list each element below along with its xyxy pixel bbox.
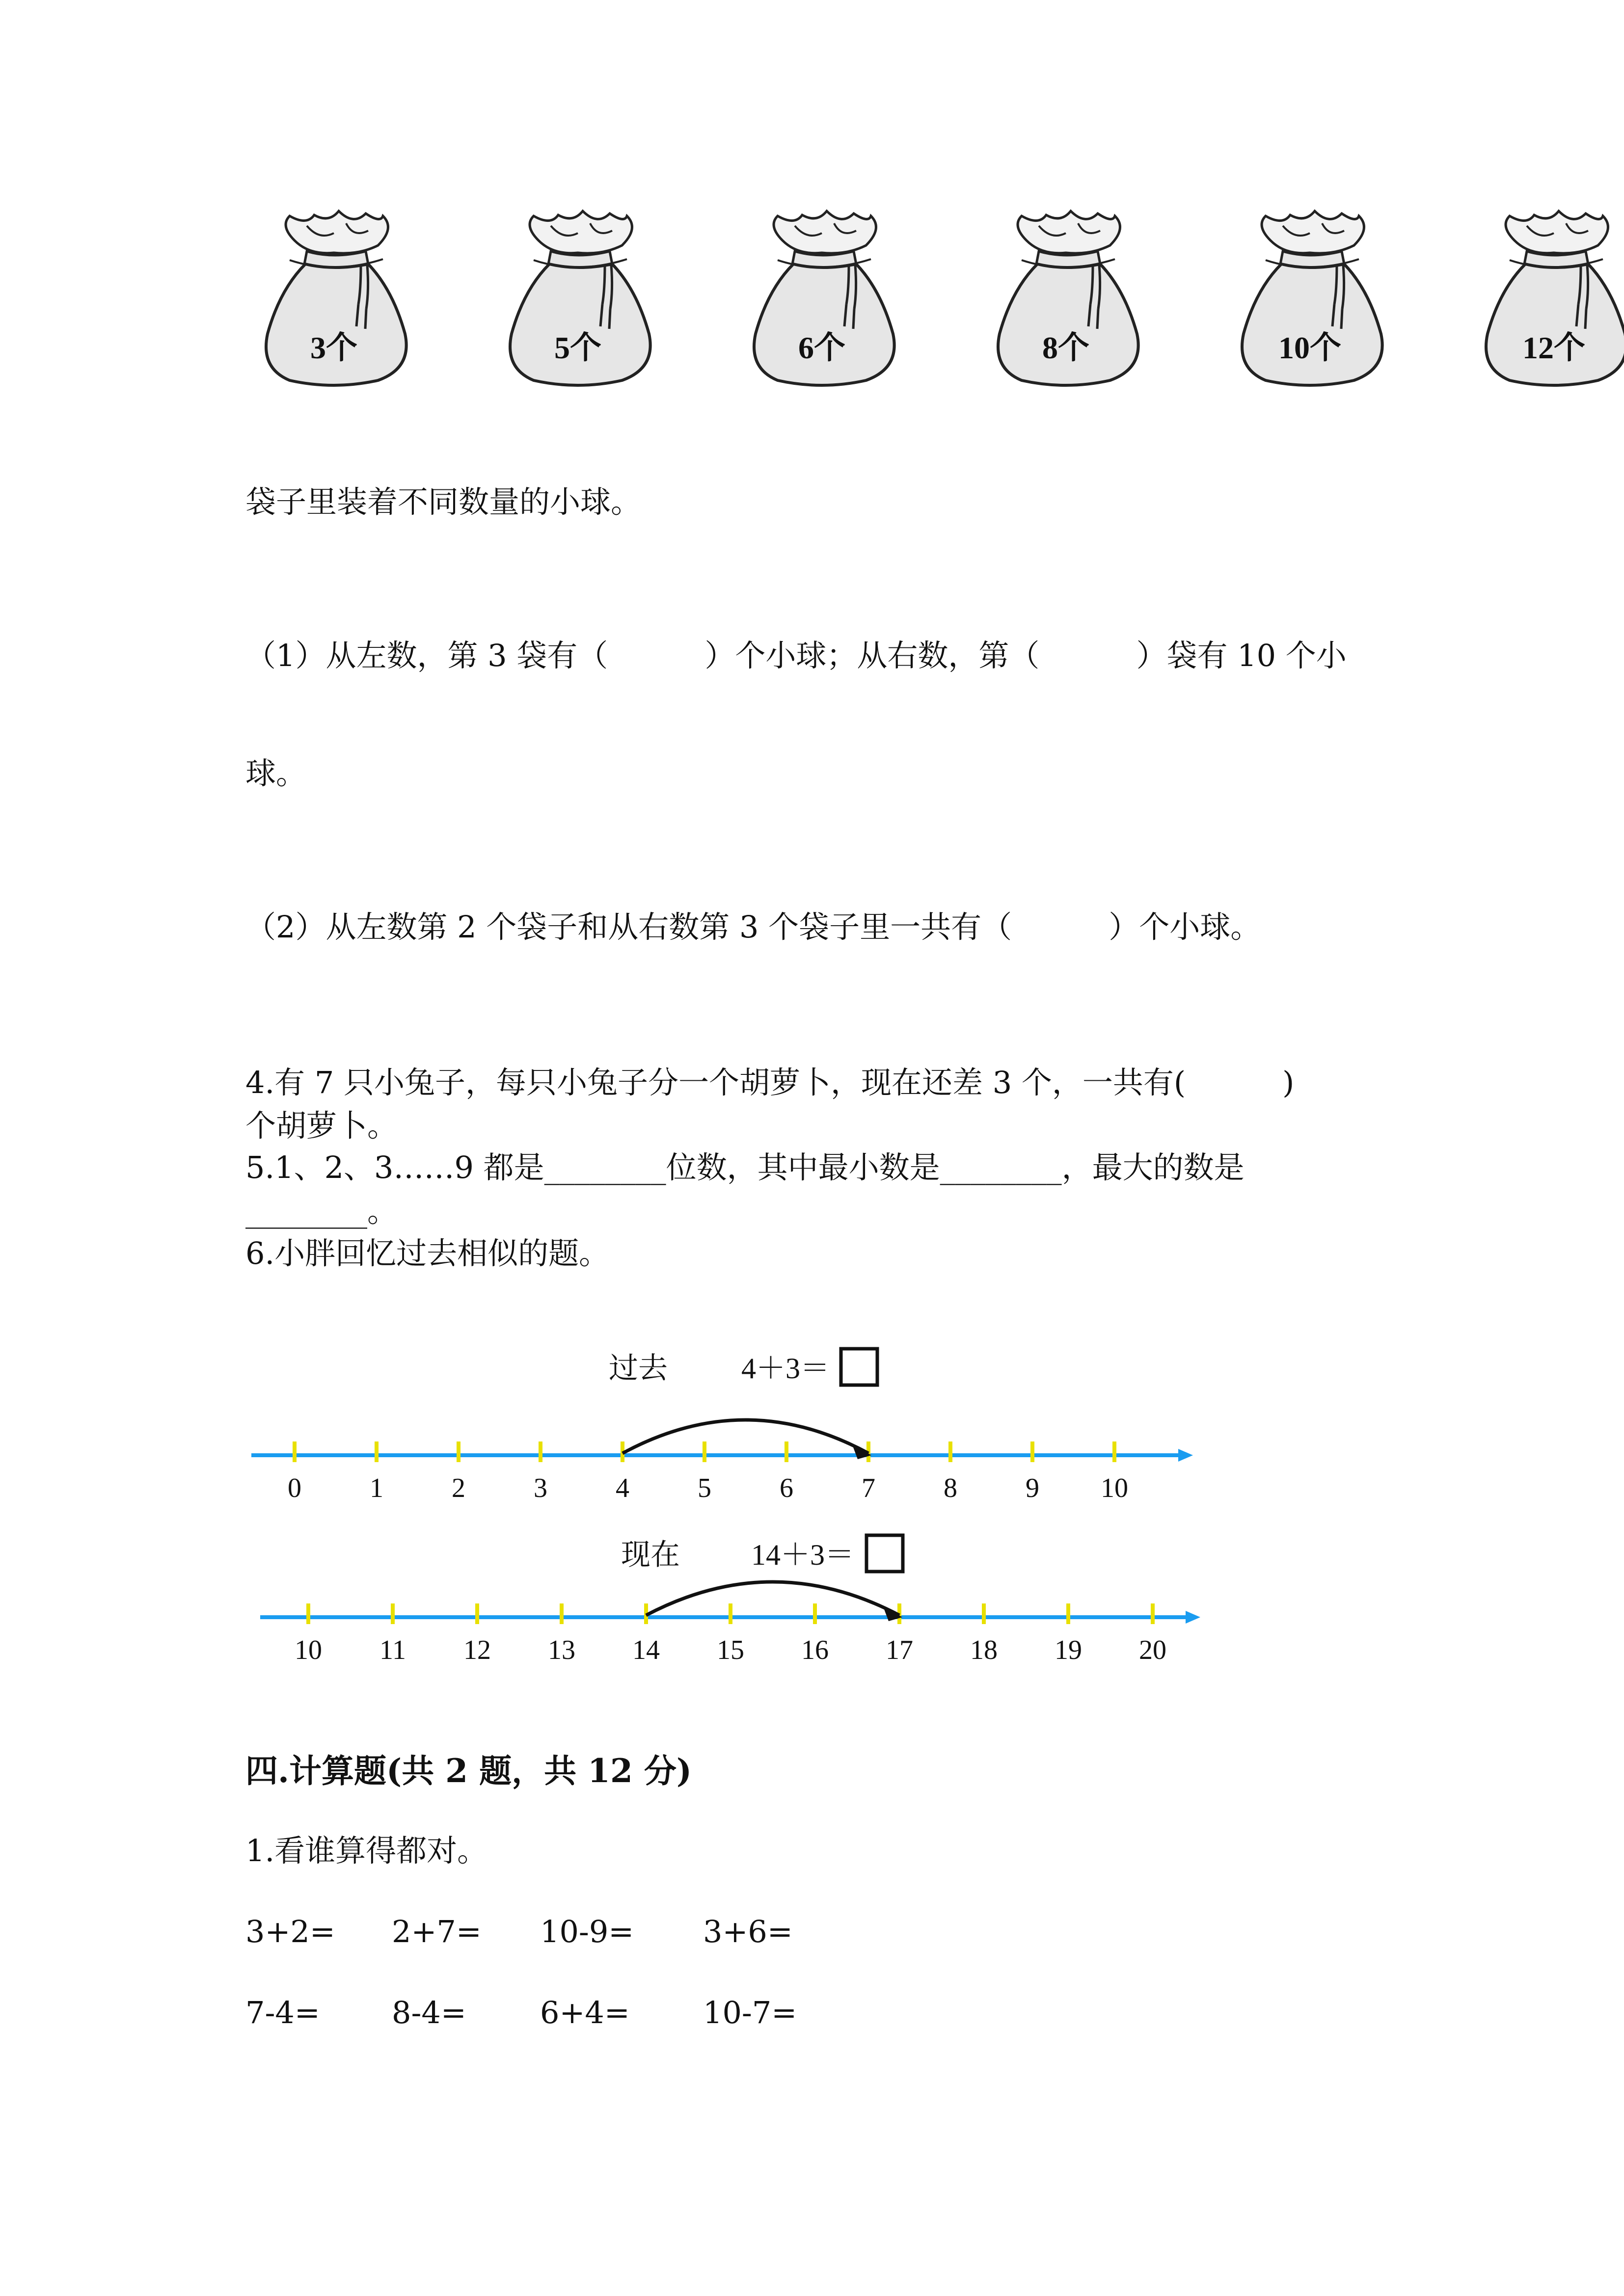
now-tick-label: 15: [717, 1635, 744, 1665]
calc-2-3: 6+4=: [540, 1995, 630, 2030]
q5-line1: 5.1、2、3……9 都是________位数，其中最小数是________，最大的数是: [245, 1149, 1245, 1185]
bag-label: 8个: [1042, 330, 1089, 365]
now-tick-label: 19: [1055, 1635, 1082, 1665]
bag-2: [510, 211, 650, 385]
q4-line2: 个胡萝卜。: [245, 1108, 398, 1144]
bag-5: [1242, 211, 1382, 385]
bag-1: [266, 211, 406, 385]
section4-heading: 四.计算题(共 2 题，共 12 分): [245, 1752, 692, 1790]
past-tick-label: 10: [1101, 1473, 1128, 1503]
bag-label: 12个: [1522, 330, 1585, 365]
number-lines-figure: [245, 1335, 1208, 1679]
now-tick-label: 16: [801, 1635, 829, 1665]
calc-2-2: 8-4=: [392, 1995, 466, 2030]
past-label: 过去: [609, 1352, 668, 1385]
bag-label: 3个: [310, 330, 357, 365]
bag-label: 5个: [554, 330, 601, 365]
calc-1-3: 10-9=: [540, 1914, 634, 1949]
now-tick-label: 17: [886, 1635, 913, 1665]
now-expression: 14＋3＝: [751, 1539, 854, 1571]
now-tick-label: 11: [379, 1635, 406, 1665]
past-tick-label: 5: [698, 1473, 711, 1503]
past-expression: 4＋3＝: [741, 1352, 830, 1385]
calc-1-4: 3+6=: [703, 1914, 793, 1949]
past-tick-label: 1: [370, 1473, 383, 1503]
q4-line1: 4.有 7 只小兔子，每只小兔子分一个胡萝卜，现在还差 3 个，一共有( ): [245, 1065, 1295, 1100]
past-tick-label: 7: [862, 1473, 875, 1503]
q6-title: 6.小胖回忆过去相似的题。: [245, 1235, 610, 1271]
q5-line2: ________。: [245, 1193, 398, 1229]
calc-2-1: 7-4=: [245, 1995, 320, 2030]
q3-part2: （2）从左数第 2 个袋子和从右数第 3 个袋子里一共有（ ）个小球。: [245, 909, 1261, 945]
past-answer-box: [841, 1349, 877, 1385]
past-jump-arc: [623, 1420, 868, 1453]
past-tick-label: 6: [780, 1473, 793, 1503]
past-ticks: [288, 1442, 1128, 1503]
calc-1-2: 2+7=: [392, 1914, 482, 1949]
now-tick-label: 13: [548, 1635, 575, 1665]
past-tick-label: 9: [1026, 1473, 1039, 1503]
bag-3: [754, 211, 894, 385]
bags-illustration: [245, 196, 1624, 402]
past-tick-label: 3: [534, 1473, 547, 1503]
q3-part1-line2: 球。: [245, 755, 307, 791]
past-tick-label: 2: [452, 1473, 465, 1503]
section4-q1-title: 1.看谁算得都对。: [245, 1833, 488, 1869]
q3-part1-line1: （1）从左数，第 3 袋有（ ）个小球；从右数，第（ ）袋有 10 个小: [245, 638, 1347, 673]
past-tick-label: 0: [288, 1473, 301, 1503]
bag-label: 10个: [1278, 330, 1341, 365]
now-answer-box: [866, 1535, 903, 1572]
bag-4: [998, 211, 1138, 385]
calc-1-1: 3+2=: [245, 1914, 335, 1949]
bag-6: [1486, 211, 1624, 385]
now-tick-label: 18: [970, 1635, 998, 1665]
bag-label: 6个: [798, 330, 845, 365]
q3-intro: 袋子里装着不同数量的小球。: [245, 484, 642, 520]
past-axis-arrow: [1178, 1449, 1193, 1462]
now-label: 现在: [621, 1539, 680, 1571]
now-jump-arc: [646, 1582, 899, 1615]
now-tick-label: 14: [632, 1635, 660, 1665]
now-tick-label: 20: [1139, 1635, 1166, 1665]
calc-2-4: 10-7=: [703, 1995, 797, 2030]
past-tick-label: 4: [616, 1473, 629, 1503]
now-tick-label: 10: [295, 1635, 322, 1665]
now-tick-label: 12: [463, 1635, 491, 1665]
past-tick-label: 8: [944, 1473, 957, 1503]
now-ticks: [295, 1603, 1166, 1665]
now-axis-arrow: [1186, 1611, 1200, 1624]
